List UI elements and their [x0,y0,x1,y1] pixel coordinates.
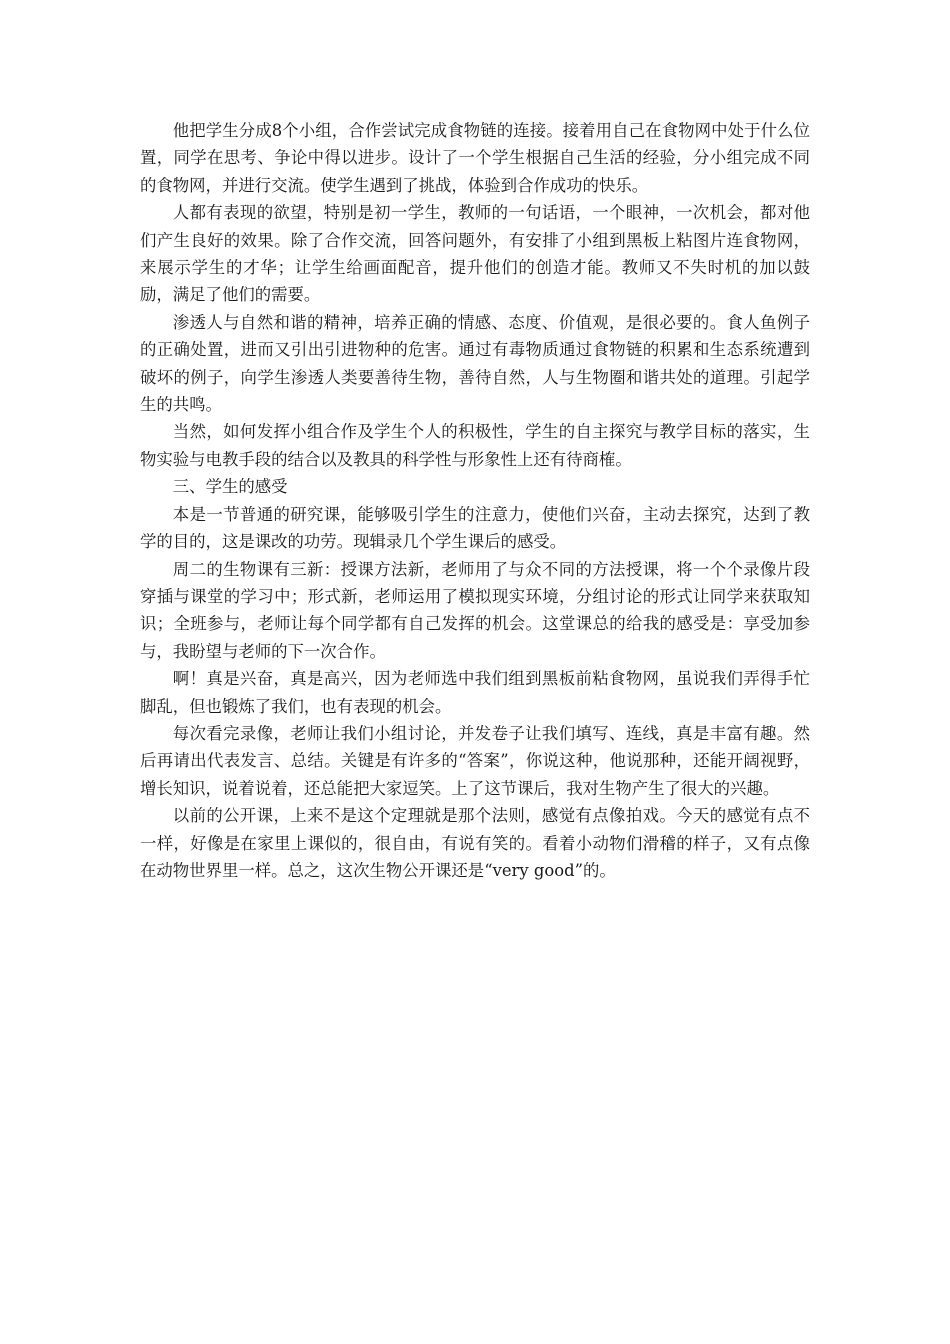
paragraph-reflection: 当然，如何发挥小组合作及学生个人的积极性，学生的自主探究与教学目标的落实，生物实验与电教手段的结合以及教具的科学性与形象性上还有待商榷。 [140,422,810,469]
document-body [140,117,810,884]
paragraph-three-new: 周二的生物课有三新：授课方法新，老师用了与众不同的方法授课，将一个个录像片段穿插与课堂的学习中；形式新，老师运用了模拟现实环境，分组讨论的形式让同学来获取知识；全班参与，老师让每个同学都有自己发挥的机会。这堂课总的给我的感受是：享受加参与，我盼望与老师的下一次合作。 [140,559,810,661]
paragraph-harmony-nature: 渗透人与自然和谐的精神，培养正确的情感、态度、价值观，是很必要的。食人鱼例子的正确处置，进而又引出引进物种的危害。通过有毒物质通过食物链的积累和生态系统遭到破坏的例子，向学生渗透人类要善待生物，善待自然，人与生物圈和谐共处的道理。引起学生的共鸣。 [140,312,810,415]
paragraph-group-work: 他把学生分成8个小组，合作尝试完成食物链的连接。接着用自己在食物网中处于什么位置，同学在思考、争论中得以进步。设计了一个学生根据自己生活的经验，分小组完成不同的食物网，并进行交流。使学生遇到了挑战，体验到合作成功的快乐。 [140,121,810,195]
paragraph-video-discussion: 每次看完录像，老师让我们小组讨论，并发卷子让我们填写、连线，真是丰富有趣。然后再请出代表发言、总结。关键是有许多的“答案”，你说这种，他说那种，还能开阔视野，增长知识，说着说着，还总能把大家逗笑。上了这节课后，我对生物产生了很大的兴趣。 [140,723,810,798]
paragraph-open-class: 以前的公开课，上来不是这个定理就是那个法则，感觉有点像拍戏。今天的感觉有点不一样，好像是在家里上课似的，很自由，有说有笑的。看着小动物们滑稽的样子，又有点像在动物世界里一样。总之，这次生物公开课还是“very good”的。 [140,806,810,880]
paragraph-excited: 啊！真是兴奋，真是高兴，因为老师选中我们组到黑板前粘食物网，虽说我们弄得手忙脚乱，但也锻炼了我们，也有表现的机会。 [140,669,810,716]
paragraph-intro-feelings: 本是一节普通的研究课，能够吸引学生的注意力，使他们兴奋，主动去探究，达到了教学的目的，这是课改的功劳。现辑录几个学生课后的感受。 [140,504,810,552]
section-heading-student-feelings: 三、学生的感受 [172,477,288,497]
paragraph-expression-desire: 人都有表现的欲望，特别是初一学生，教师的一句话语，一个眼神，一次机会，都对他们产生良好的效果。除了合作交流，回答问题外，有安排了小组到黑板上粘图片连食物网，来展示学生的才华；让学生给画面配音，提升他们的创造才能。教师又不失时机的加以鼓励，满足了他们的需要。 [140,203,810,305]
